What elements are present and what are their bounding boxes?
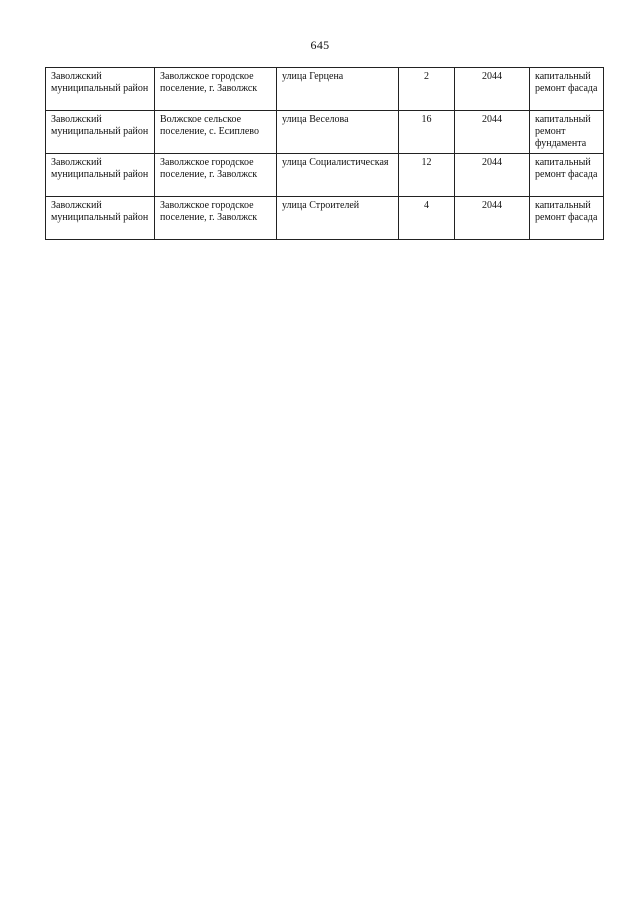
district-cell: Заволжский муниципальный район xyxy=(46,111,155,154)
work-type-cell: капитальный ремонт фасада xyxy=(530,154,604,197)
district-cell: Заволжский муниципальный район xyxy=(46,197,155,240)
repair-schedule-table xyxy=(45,67,604,240)
work-type-cell: капитальный ремонт фундамента xyxy=(530,111,604,154)
settlement-cell: Заволжское городское поселение, г. Заволжск xyxy=(155,154,277,197)
table-row xyxy=(46,111,604,154)
table-row xyxy=(46,68,604,111)
district-cell: Заволжский муниципальный район xyxy=(46,68,155,111)
year-cell: 2044 xyxy=(455,154,530,197)
district-cell: Заволжский муниципальный район xyxy=(46,154,155,197)
settlement-cell: Волжское сельское поселение, с. Есиплево xyxy=(155,111,277,154)
year-cell: 2044 xyxy=(455,111,530,154)
settlement-cell: Заволжское городское поселение, г. Заволжск xyxy=(155,197,277,240)
street-cell: улица Веселова xyxy=(277,111,399,154)
work-type-cell: капитальный ремонт фасада xyxy=(530,197,604,240)
house-number-cell: 4 xyxy=(399,197,455,240)
house-number-cell: 2 xyxy=(399,68,455,111)
year-cell: 2044 xyxy=(455,68,530,111)
table-row xyxy=(46,197,604,240)
street-cell: улица Герцена xyxy=(277,68,399,111)
street-cell: улица Строителей xyxy=(277,197,399,240)
table-row xyxy=(46,154,604,197)
street-cell: улица Социалистическая xyxy=(277,154,399,197)
house-number-cell: 16 xyxy=(399,111,455,154)
year-cell: 2044 xyxy=(455,197,530,240)
work-type-cell: капитальный ремонт фасада xyxy=(530,68,604,111)
page-number: 645 xyxy=(310,38,330,52)
settlement-cell: Заволжское городское поселение, г. Заволжск xyxy=(155,68,277,111)
house-number-cell: 12 xyxy=(399,154,455,197)
